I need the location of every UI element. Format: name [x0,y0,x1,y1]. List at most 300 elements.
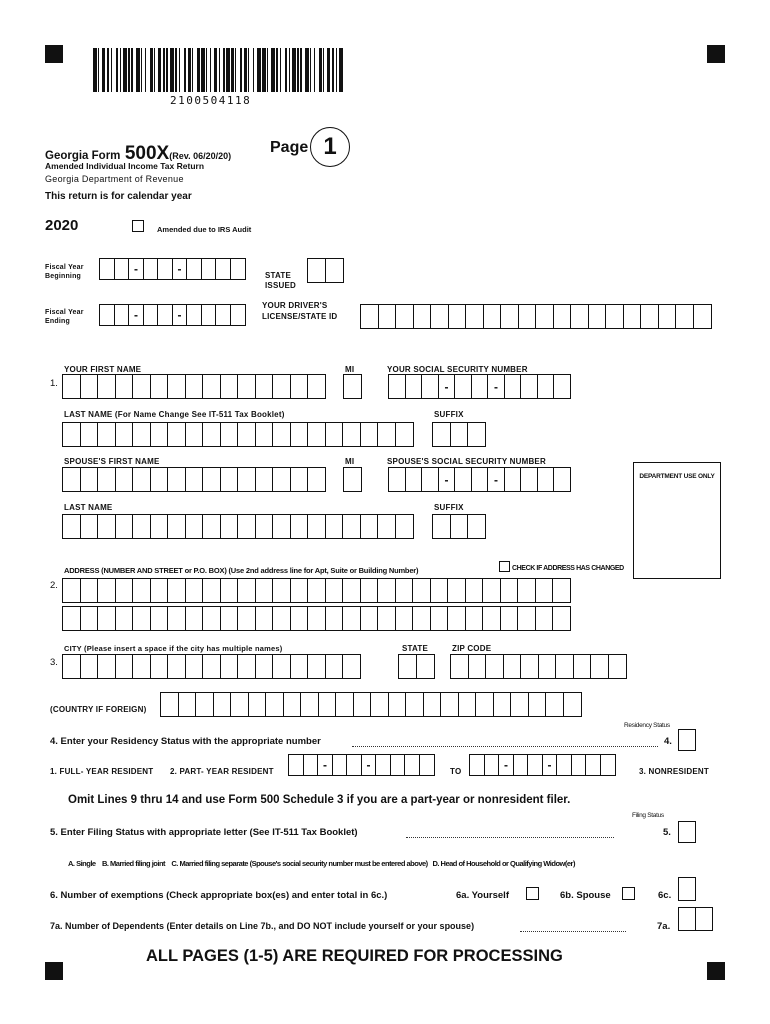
character-box[interactable] [290,467,309,492]
character-box[interactable] [342,422,361,447]
character-box[interactable] [307,654,326,679]
character-box[interactable] [237,654,256,679]
character-box[interactable] [432,422,451,447]
character-box[interactable] [185,467,204,492]
character-box[interactable] [62,578,81,603]
registration-mark-top-right [707,45,725,63]
character-box[interactable] [132,606,151,631]
character-box[interactable] [405,374,423,399]
character-box[interactable] [185,654,204,679]
department-name: Georgia Department of Revenue [45,174,184,184]
character-box[interactable] [62,374,81,399]
character-box[interactable] [325,578,344,603]
character-box[interactable] [150,606,169,631]
character-box[interactable] [413,304,432,329]
character-box[interactable] [132,654,151,679]
character-box[interactable] [465,578,484,603]
character-box[interactable] [342,654,361,679]
character-box[interactable] [185,578,204,603]
character-box[interactable] [220,514,239,539]
character-box[interactable] [167,467,186,492]
character-box[interactable] [538,654,557,679]
character-box[interactable] [237,422,256,447]
exemptions-total-input[interactable] [678,877,696,901]
character-box[interactable] [195,692,214,717]
character-box[interactable] [150,422,169,447]
character-box[interactable] [272,606,291,631]
character-box[interactable] [97,467,116,492]
character-box[interactable] [553,304,572,329]
character-box[interactable] [80,578,99,603]
character-box[interactable] [167,578,186,603]
character-box[interactable] [510,692,529,717]
character-box[interactable] [412,578,431,603]
city-field[interactable] [62,654,360,679]
character-box[interactable] [230,258,246,280]
form-subtitle: Amended Individual Income Tax Return [45,161,205,171]
character-box[interactable] [202,374,221,399]
character-box[interactable] [552,578,571,603]
character-box[interactable] [160,692,179,717]
character-box[interactable] [272,578,291,603]
state-issued-field[interactable] [307,258,342,283]
character-box[interactable] [132,578,151,603]
character-box[interactable] [545,692,564,717]
character-box[interactable] [255,422,274,447]
character-box[interactable] [97,578,116,603]
character-box[interactable] [430,606,449,631]
character-box[interactable] [623,304,642,329]
character-box[interactable] [80,374,99,399]
character-box[interactable] [570,304,589,329]
character-box[interactable] [80,514,99,539]
irs-audit-checkbox[interactable] [132,220,144,232]
character-box[interactable] [395,422,414,447]
character-box[interactable] [62,514,81,539]
character-box[interactable] [325,654,344,679]
character-box[interactable] [290,654,309,679]
character-box[interactable] [80,467,99,492]
barcode-bar [339,48,343,92]
character-box[interactable] [423,692,442,717]
character-box[interactable] [62,467,81,492]
character-box[interactable] [300,692,319,717]
character-box[interactable] [675,304,694,329]
character-box[interactable] [535,606,554,631]
character-box[interactable] [97,606,116,631]
character-box[interactable] [80,422,99,447]
spouse-first-name-label: SPOUSE'S FIRST NAME [64,457,160,466]
character-box[interactable] [185,606,204,631]
filing-status-input[interactable] [678,821,696,843]
character-box[interactable] [150,467,169,492]
character-box[interactable] [447,606,466,631]
character-box[interactable] [432,514,451,539]
character-box[interactable] [132,422,151,447]
character-box[interactable] [482,606,501,631]
character-box[interactable] [97,374,116,399]
character-box[interactable] [465,304,484,329]
character-box[interactable] [220,654,239,679]
line-5-box-label: 5. [663,827,671,838]
character-box[interactable] [454,467,472,492]
character-box[interactable] [395,606,414,631]
character-box[interactable] [62,422,81,447]
character-box[interactable] [325,606,344,631]
character-box[interactable] [600,754,616,776]
country-field[interactable] [160,692,580,717]
character-box[interactable] [504,467,522,492]
character-box[interactable] [213,692,232,717]
part-year-to-field[interactable] [469,754,614,776]
character-box[interactable] [325,514,344,539]
character-box[interactable] [405,467,423,492]
character-box[interactable] [377,422,396,447]
character-box[interactable] [167,606,186,631]
separator-dash [487,467,505,492]
character-box[interactable] [283,692,302,717]
character-box[interactable] [307,467,326,492]
character-box[interactable] [454,374,472,399]
exemption-yourself-checkbox[interactable] [526,887,539,900]
character-box[interactable] [132,514,151,539]
character-box[interactable] [378,304,397,329]
character-box[interactable] [395,304,414,329]
character-box[interactable] [80,606,99,631]
character-box[interactable] [520,467,538,492]
character-box[interactable] [307,514,326,539]
character-box[interactable] [202,514,221,539]
character-box[interactable] [360,578,379,603]
mi-label: MI [345,365,355,374]
barcode-bar [175,48,176,92]
character-box[interactable] [307,374,326,399]
character-box[interactable] [150,654,169,679]
character-box[interactable] [343,467,362,492]
character-box[interactable] [475,692,494,717]
character-box[interactable] [115,374,134,399]
character-box[interactable] [483,304,502,329]
character-box[interactable] [220,374,239,399]
character-box[interactable] [248,692,267,717]
character-box[interactable] [640,304,659,329]
character-box[interactable] [265,692,284,717]
character-box[interactable] [398,654,417,679]
character-box[interactable] [695,907,713,931]
character-box[interactable] [421,374,439,399]
character-box[interactable] [272,514,291,539]
character-box[interactable] [325,422,344,447]
character-box[interactable] [237,374,256,399]
spouse-ssn-field[interactable] [388,467,570,492]
character-box[interactable] [500,304,519,329]
barcode-bar [206,48,207,92]
character-box[interactable] [605,304,624,329]
character-box[interactable] [62,606,81,631]
character-box[interactable] [342,514,361,539]
spouse-first-name-field[interactable] [62,467,325,492]
character-box[interactable] [517,606,536,631]
zip-field[interactable] [450,654,625,679]
first-name-field[interactable] [62,374,325,399]
ssn-field[interactable] [388,374,570,399]
character-box[interactable] [500,606,519,631]
character-box[interactable] [377,578,396,603]
character-box[interactable] [493,692,512,717]
character-box[interactable] [255,374,274,399]
character-box[interactable] [405,692,424,717]
character-box[interactable] [553,467,571,492]
character-box[interactable] [517,578,536,603]
character-box[interactable] [202,578,221,603]
filing-status-small-label: Filing Status [632,812,664,819]
character-box[interactable] [471,374,489,399]
character-box[interactable] [528,692,547,717]
character-box[interactable] [465,606,484,631]
exemption-yourself-label: 6a. Yourself [456,890,509,901]
character-box[interactable] [360,422,379,447]
character-box[interactable] [552,606,571,631]
character-box[interactable] [325,258,344,283]
character-box[interactable] [185,374,204,399]
character-box[interactable] [290,606,309,631]
state-field[interactable] [398,654,433,679]
character-box[interactable] [537,374,555,399]
drivers-license-field[interactable] [360,304,710,329]
character-box[interactable] [255,578,274,603]
character-box[interactable] [237,578,256,603]
character-box[interactable] [115,422,134,447]
character-box[interactable] [658,304,677,329]
character-box[interactable] [353,692,372,717]
fiscal-year-beginning-field[interactable] [99,258,244,280]
character-box[interactable] [370,692,389,717]
line-7a-box-label: 7a. [657,921,671,932]
character-box[interactable] [80,654,99,679]
part-year-label: 2. PART- YEAR RESIDENT [170,767,274,776]
character-box[interactable] [377,514,396,539]
character-box[interactable] [290,514,309,539]
character-box[interactable] [97,422,116,447]
character-box[interactable] [230,304,246,326]
character-box[interactable] [482,578,501,603]
dependents-count-field[interactable] [678,907,711,931]
character-box[interactable] [62,654,81,679]
registration-mark-bottom-left [45,962,63,980]
character-box[interactable] [290,578,309,603]
character-box[interactable] [535,304,554,329]
character-box[interactable] [237,514,256,539]
character-box[interactable] [167,654,186,679]
character-box[interactable] [535,578,554,603]
barcode-bar [310,48,311,92]
character-box[interactable] [178,692,197,717]
character-box[interactable] [342,578,361,603]
barcode-bar [285,48,287,92]
character-box[interactable] [255,654,274,679]
character-box[interactable] [693,304,712,329]
barcode-number: 2100504118 [170,94,252,107]
character-box[interactable] [150,514,169,539]
character-box[interactable] [272,467,291,492]
character-box[interactable] [504,374,522,399]
part-year-from-field[interactable] [288,754,433,776]
character-box[interactable] [343,374,362,399]
character-box[interactable] [115,467,134,492]
character-box[interactable] [307,606,326,631]
character-box[interactable] [255,514,274,539]
character-box[interactable] [503,654,522,679]
character-box[interactable] [202,422,221,447]
character-box[interactable] [440,692,459,717]
character-box[interactable] [167,514,186,539]
character-box[interactable] [307,422,326,447]
character-box[interactable] [485,654,504,679]
character-box[interactable] [272,374,291,399]
character-box[interactable] [115,514,134,539]
character-box[interactable] [230,692,249,717]
state-issued-label-2: ISSUED [265,281,296,290]
character-box[interactable] [220,422,239,447]
character-box[interactable] [132,467,151,492]
character-box[interactable] [500,578,519,603]
character-box[interactable] [255,606,274,631]
spouse-last-name-field[interactable] [62,514,412,539]
country-label: (COUNTRY IF FOREIGN) [50,705,147,714]
character-box[interactable] [555,654,574,679]
character-box[interactable] [360,514,379,539]
ssn-label: YOUR SOCIAL SECURITY NUMBER [387,365,528,374]
character-box[interactable] [255,467,274,492]
character-box[interactable] [388,692,407,717]
barcode-bar [231,48,233,92]
character-box[interactable] [520,654,539,679]
character-box[interactable] [447,578,466,603]
character-box[interactable] [419,754,435,776]
character-box[interactable] [467,422,486,447]
character-box[interactable] [450,422,469,447]
line-2-number: 2. [50,580,58,591]
address-line-1-field[interactable] [62,578,570,603]
character-box[interactable] [220,467,239,492]
character-box[interactable] [520,374,538,399]
character-box[interactable] [220,578,239,603]
character-box[interactable] [185,422,204,447]
character-box[interactable] [537,467,555,492]
character-box[interactable] [412,606,431,631]
address-changed-checkbox[interactable] [499,561,510,572]
character-box[interactable] [202,654,221,679]
character-box[interactable] [307,258,326,283]
character-box[interactable] [467,514,486,539]
barcode-bar [244,48,246,92]
character-box[interactable] [553,374,571,399]
character-box[interactable] [395,514,414,539]
character-box[interactable] [421,467,439,492]
barcode-bar [111,48,112,92]
character-box[interactable] [115,578,134,603]
character-box[interactable] [450,654,469,679]
character-box[interactable] [590,654,609,679]
character-box[interactable] [448,304,467,329]
barcode-bar [93,48,97,92]
spouse-mi-field[interactable] [343,467,361,492]
character-box[interactable] [272,422,291,447]
character-box[interactable] [167,422,186,447]
character-box[interactable] [360,606,379,631]
barcode-bar [276,48,278,92]
residency-status-input[interactable] [678,729,696,751]
spouse-suffix-field[interactable] [432,514,485,539]
character-box[interactable] [115,654,134,679]
character-box[interactable] [430,304,449,329]
nonresident-label: 3. NONRESIDENT [639,767,709,776]
barcode-bar [219,48,220,92]
last-name-field[interactable] [62,422,412,447]
mi-field[interactable] [343,374,361,399]
character-box[interactable] [220,606,239,631]
character-box[interactable] [185,514,204,539]
character-box[interactable] [97,514,116,539]
character-box[interactable] [388,374,406,399]
character-box[interactable] [202,467,221,492]
character-box[interactable] [518,304,537,329]
character-box[interactable] [167,374,186,399]
character-box[interactable] [468,654,487,679]
character-box[interactable] [272,654,291,679]
character-box[interactable] [395,578,414,603]
character-box[interactable] [342,606,361,631]
character-box[interactable] [430,578,449,603]
character-box[interactable] [237,606,256,631]
first-name-label: YOUR FIRST NAME [64,365,142,374]
character-box[interactable] [115,606,134,631]
character-box[interactable] [416,654,435,679]
character-box[interactable] [97,654,116,679]
character-box[interactable] [573,654,592,679]
character-box[interactable] [388,467,406,492]
character-box[interactable] [335,692,354,717]
character-box[interactable] [450,514,469,539]
barcode-bar [262,48,266,92]
character-box[interactable] [290,374,309,399]
character-box[interactable] [563,692,582,717]
character-box[interactable] [132,374,151,399]
city-label: CITY (Please insert a space if the city has multiple names) [64,644,283,653]
residency-status-small-label: Residency Status [624,722,670,729]
character-box[interactable] [307,578,326,603]
suffix-field[interactable] [432,422,485,447]
character-box[interactable] [290,422,309,447]
fiscal-year-ending-field[interactable] [99,304,244,326]
character-box[interactable] [150,578,169,603]
character-box[interactable] [678,907,696,931]
character-box[interactable] [150,374,169,399]
address-line-2-field[interactable] [62,606,570,631]
fiscal-beginning-label-2: Beginning [45,273,82,280]
character-box[interactable] [360,304,379,329]
character-box[interactable] [237,467,256,492]
character-box[interactable] [608,654,627,679]
exemption-spouse-checkbox[interactable] [622,887,635,900]
character-box[interactable] [202,606,221,631]
character-box[interactable] [318,692,337,717]
barcode-bar [253,48,254,92]
character-box[interactable] [458,692,477,717]
character-box[interactable] [588,304,607,329]
character-box[interactable] [377,606,396,631]
character-box[interactable] [471,467,489,492]
